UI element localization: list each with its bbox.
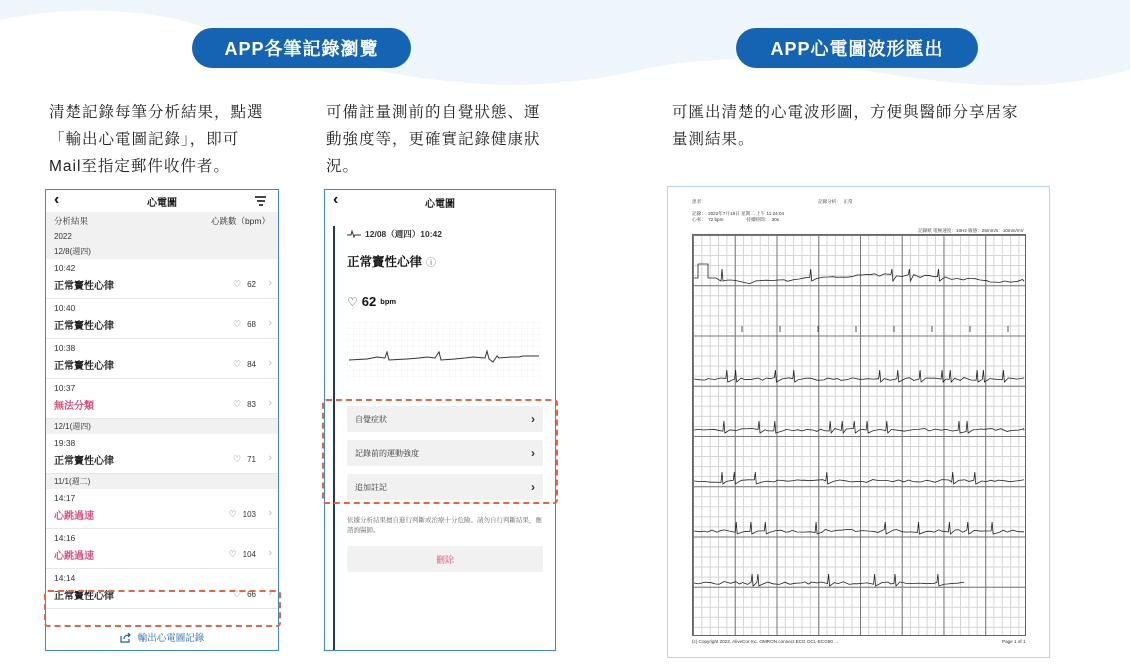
record-bpm [229,549,256,560]
record-bpm [229,509,256,520]
record-result: 心跳過速 [54,551,94,562]
record-time: 19:38 [54,438,76,448]
record-row[interactable] [46,529,278,569]
record-row[interactable] [46,489,278,529]
record-result: 正常竇性心律 [54,321,114,332]
ecg-wave-icon [347,230,361,238]
record-row[interactable] [46,259,278,299]
ecg-waveform [692,234,1026,636]
heart-icon: ♡ [228,509,237,519]
record-list [46,244,278,609]
record-bpm-value: 66 [247,590,256,599]
date-group-label: 12/1(週四) [46,419,278,434]
record-heart-rate [347,294,396,309]
column-result-label: 分析結果 [54,215,89,226]
ecg-list-screen [45,189,279,651]
export-icon [120,632,132,643]
record-bpm-value: 103 [242,510,256,519]
chevron-right-icon: › [531,412,535,426]
ecg-trace [694,522,1024,534]
year-label: 2022 [46,229,278,244]
record-row[interactable] [46,299,278,339]
record-result: 正常竇性心律 [54,281,114,292]
chevron-right-icon: › [268,507,272,519]
ecg-trace [694,264,1024,284]
report-footer-right: Page 1 of 1 [1002,639,1026,644]
chevron-right-icon: › [531,446,535,460]
list-header [46,190,278,212]
highlight-options [322,399,558,504]
date-group-label: 12/8(週四) [46,244,278,259]
report-hr-line: 心率： 72 bpm 持續時間： 30s [692,217,780,222]
description-records: 清楚記錄每筆分析結果，點選 「輸出心電圖記錄」，即可 Mail至指定郵件收件者。 [49,104,264,175]
record-result: 正常竇性心律 [54,361,114,372]
chevron-right-icon: › [268,547,272,559]
record-bpm-value: 83 [247,400,256,409]
record-date [347,228,442,240]
report-date-line: 記錄： 2022年7月19日 星期二 上午 11:24:04 [692,211,785,216]
chevron-right-icon: › [268,397,272,409]
delete-button[interactable]: 刪除 [347,546,543,572]
list-header-title: 心電圖 [147,197,177,209]
record-time: 10:40 [54,303,76,313]
record-bpm-unit: bpm [380,297,397,306]
heart-icon: ♡ [233,399,242,409]
chevron-right-icon: › [268,317,272,329]
ecg-trace [694,574,964,586]
ecg-trace [694,370,1024,382]
report-scale-line: 記錄紙 電極速度：10Hz 敏感：25mm/s：10mm/mV [918,228,1024,233]
heart-icon: ♡ [233,319,242,329]
chevron-right-icon: › [268,452,272,464]
description-export: 可匯出清楚的心電波形圖，方便與醫師分享居家 量測結果。 [672,104,1019,148]
record-bpm [233,319,256,330]
report-analysis-label: 記錄分析： 正常 [818,199,853,204]
option-note-label: 追加註記 [355,482,387,492]
report-patient-label: 患者： [692,199,706,204]
record-row[interactable] [46,434,278,474]
record-time: 10:42 [54,263,76,273]
export-label: 輸出心電圖記錄 [137,633,205,644]
detail-header-title: 心電圖 [425,198,455,210]
record-row[interactable] [46,339,278,379]
description-notes: 可備註量測前的自覺狀態、運 動強度等，更確實記錄健康狀 況。 [326,104,541,175]
chevron-right-icon: › [268,357,272,369]
chevron-right-icon: › [531,480,535,494]
option-exercise-label: 記錄前的運動強度 [355,448,419,458]
ecg-trace [694,421,1024,433]
record-time: 14:17 [54,493,76,503]
record-bpm-value: 68 [247,320,256,329]
date-group-label: 11/1(週二) [46,474,278,489]
ecg-trace [694,472,1024,484]
section-title-records: APP各筆記錄瀏覽 [192,28,411,68]
record-result: 正常竇性心律 [54,456,114,467]
record-result: 心跳過速 [54,511,94,522]
record-bpm-value: 62 [247,280,256,289]
record-result: 無法分類 [54,401,94,412]
record-time: 10:38 [54,343,76,353]
record-bpm-value: 71 [247,455,256,464]
list-column-header [46,212,278,229]
record-result-text: 正常竇性心律 [347,255,423,269]
record-bpm [233,279,256,290]
back-icon[interactable]: ‹ [54,191,60,208]
info-icon[interactable]: ⓘ [426,258,437,269]
column-bpm-label: 心跳數（bpm） [210,215,270,226]
report-footer-left: (c) Copyright 2022, AliveCor Inc. OMRON connect ECG OCL-ECG80 ... [692,639,839,644]
section-title-export: APP心電圖波形匯出 [736,28,978,68]
record-bpm-value: 84 [247,360,256,369]
record-row[interactable] [46,379,278,419]
heart-icon: ♡ [233,454,242,464]
record-result: 正常竇性心律 [54,591,114,602]
heart-icon: ♡ [347,294,358,309]
ecg-report-sheet [667,186,1050,658]
record-bpm-value: 104 [242,550,256,559]
back-icon[interactable]: ‹ [333,191,339,208]
record-time: 14:14 [54,573,76,583]
record-bpm [233,454,256,465]
heart-icon: ♡ [233,589,242,599]
filter-icon[interactable] [255,196,266,208]
disclaimer-text: 依據分析結果擅自進行判斷或治療十分危險。請勿自行判斷結果，應諮詢醫師。 [347,517,542,534]
ecg-preview [347,322,541,382]
record-bpm [233,399,256,410]
record-time: 14:16 [54,533,76,543]
record-bpm-value: 62 [361,294,377,309]
record-result [347,252,436,270]
chevron-right-icon: › [268,587,272,599]
option-symptoms-label: 自覺症狀 [355,414,387,424]
highlight-last-record [44,590,281,627]
chevron-right-icon: › [268,277,272,289]
heart-icon: ♡ [228,549,237,559]
heart-icon: ♡ [233,359,242,369]
heart-icon: ♡ [233,279,242,289]
detail-header [325,190,555,214]
export-ecg-button[interactable] [46,624,278,650]
record-bpm [233,359,256,370]
record-time: 10:37 [54,383,76,393]
record-date-text: 12/08（週四）10:42 [365,229,443,239]
